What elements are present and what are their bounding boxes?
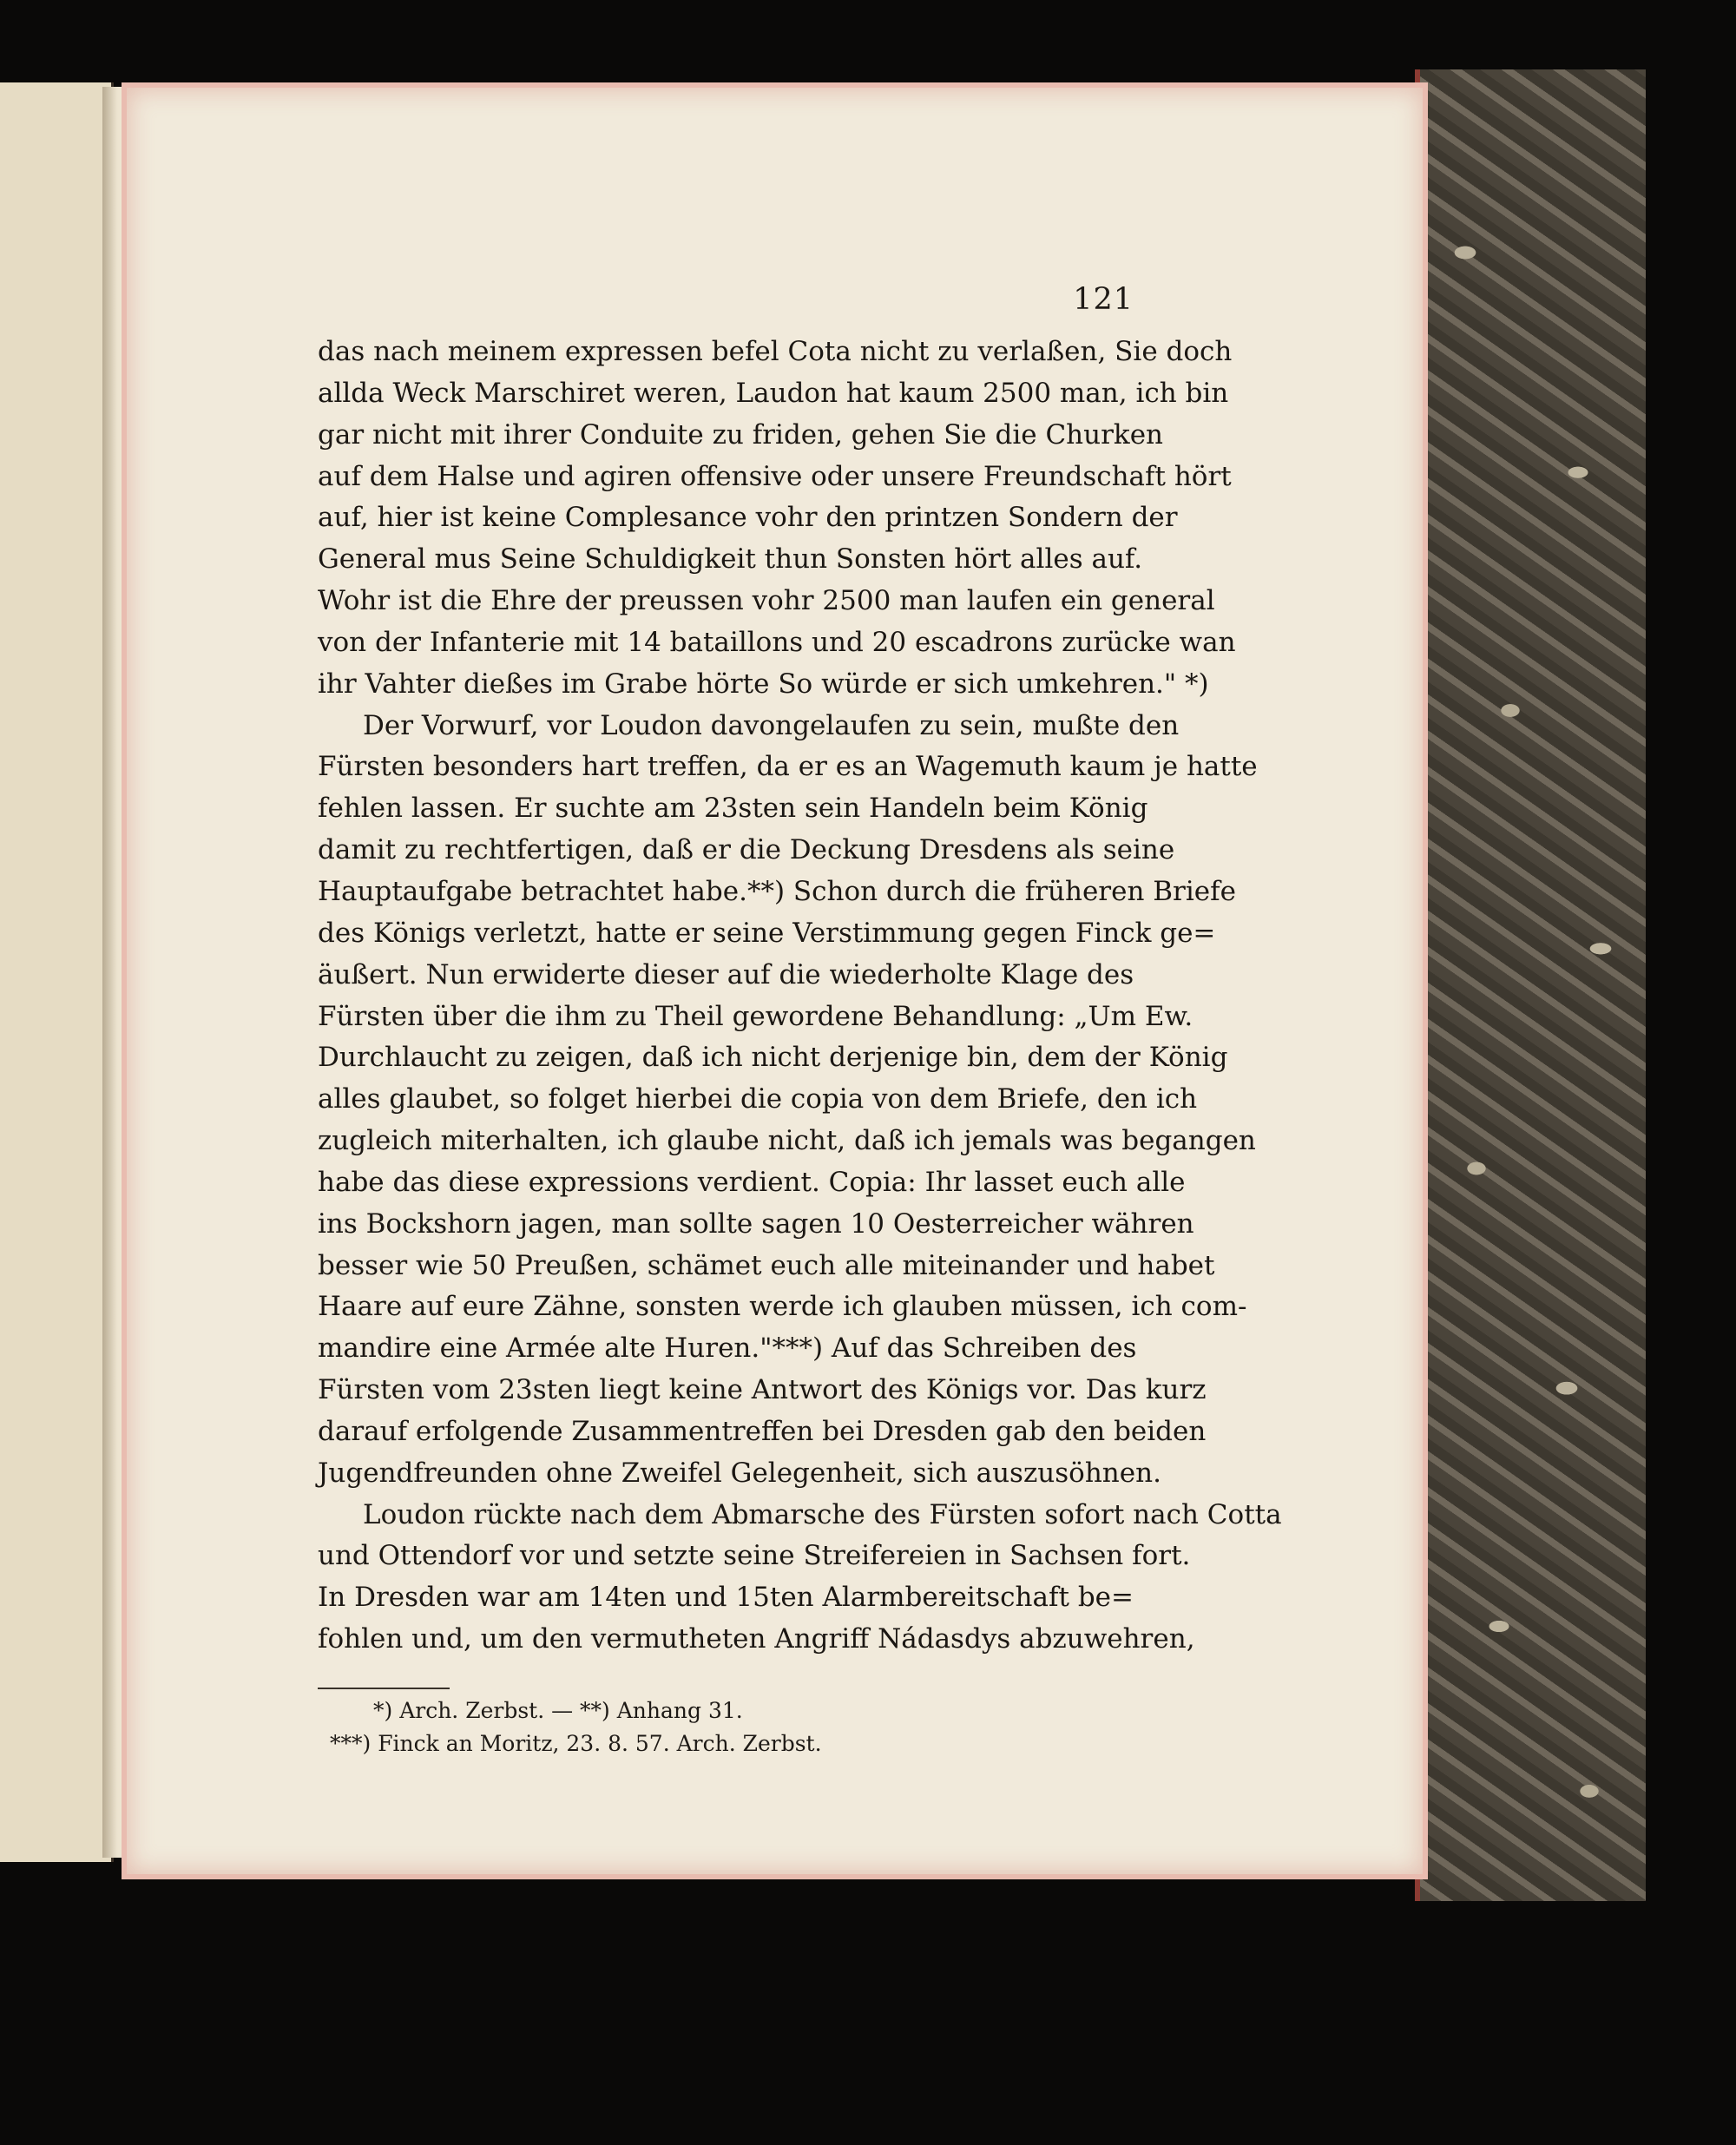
text-line: allda Weck Marschiret weren, Laudon hat kaum 2500 man, ich bin	[318, 377, 1229, 409]
text-line: auf dem Halse und agiren offensive oder unsere Freundschaft hört	[318, 460, 1232, 492]
page-number: 121	[1073, 282, 1134, 317]
text-line: äußert. Nun erwiderte dieser auf die wiederholte Klage des	[318, 958, 1134, 990]
text-line: auf, hier ist keine Complesance vohr den printzen Sondern der	[318, 502, 1178, 534]
text-line: von der Infanterie mit 14 bataillons und 20 escadrons zurücke wan	[318, 626, 1236, 658]
text-line: Durchlaucht zu zeigen, daß ich nicht derjenige bin, dem der König	[318, 1042, 1228, 1074]
text-line: habe das diese expressions verdient. Copia: Ihr lasset euch alle	[318, 1166, 1186, 1198]
text-line: und Ottendorf vor und setzte seine Streifereien in Sachsen fort.	[318, 1540, 1191, 1572]
text-line: alles glaubet, so folget hierbei die copia von dem Briefe, den ich	[318, 1083, 1198, 1115]
footnote: ***) Finck an Moritz, 23. 8. 57. Arch. Zerbst.	[330, 1731, 822, 1756]
footnote-divider	[318, 1688, 450, 1689]
text-line: Haare auf eure Zähne, sonsten werde ich glauben müssen, ich com-	[318, 1291, 1247, 1323]
text-line: damit zu rechtfertigen, daß er die Deckung Dresdens als seine	[318, 834, 1175, 866]
paragraph-start-line: Der Vorwurf, vor Loudon davongelaufen zu sein, mußte den	[363, 709, 1180, 741]
text-line: Wohr ist die Ehre der preussen vohr 2500 man laufen ein general	[318, 585, 1215, 617]
text-line: darauf erfolgende Zusammentreffen bei Dresden gab den beiden	[318, 1415, 1207, 1447]
text-line: fehlen lassen. Er suchte am 23sten sein Handeln beim König	[318, 793, 1148, 825]
text-line: mandire eine Armée alte Huren."***) Auf das Schreiben des	[318, 1332, 1137, 1365]
paragraph-start-line: Loudon rückte nach dem Abmarsche des Fürsten sofort nach Cotta	[363, 1498, 1282, 1530]
text-line: Jugendfreunden ohne Zweifel Gelegenheit, sich auszusöhnen.	[318, 1457, 1161, 1489]
text-line: Fürsten vom 23sten liegt keine Antwort des Königs vor. Das kurz	[318, 1374, 1207, 1406]
text-line: das nach meinem expressen befel Cota nicht zu verlaßen, Sie doch	[318, 336, 1233, 367]
text-line: General mus Seine Schuldigkeit thun Sonsten hört alles auf.	[318, 543, 1143, 576]
footnote: *) Arch. Zerbst. — **) Anhang 31.	[373, 1698, 743, 1723]
footnotes	[330, 1694, 937, 1760]
text-line: zugleich miterhalten, ich glaube nicht, daß ich jemals was begangen	[318, 1125, 1256, 1157]
body-text	[318, 332, 1282, 1661]
book-cover-edge	[1415, 69, 1646, 1901]
text-line: In Dresden war am 14ten und 15ten Alarmbereitschaft be=	[318, 1582, 1134, 1614]
text-line: gar nicht mit ihrer Conduite zu friden, gehen Sie die Churken	[318, 418, 1164, 451]
text-line: ihr Vahter dießes im Grabe hörte So würde er sich umkehren." *)	[318, 668, 1209, 700]
text-line: fohlen und, um den vermutheten Angriff Nádasdys abzuwehren,	[318, 1623, 1195, 1655]
text-line: Fürsten besonders hart treffen, da er es an Wagemuth kaum je hatte	[318, 751, 1258, 783]
text-line: Hauptaufgabe betrachtet habe.**) Schon durch die früheren Briefe	[318, 875, 1236, 907]
previous-page-edge	[0, 82, 114, 1862]
text-line: Fürsten über die ihm zu Theil gewordene Behandlung: „Um Ew.	[318, 1000, 1194, 1032]
text-line: ins Bockshorn jagen, man sollte sagen 10 Oesterreicher währen	[318, 1207, 1194, 1240]
text-line: besser wie 50 Preußen, schämet euch alle miteinander und habet	[318, 1249, 1215, 1281]
text-line: des Königs verletzt, hatte er seine Verstimmung gegen Finck ge=	[318, 917, 1216, 949]
